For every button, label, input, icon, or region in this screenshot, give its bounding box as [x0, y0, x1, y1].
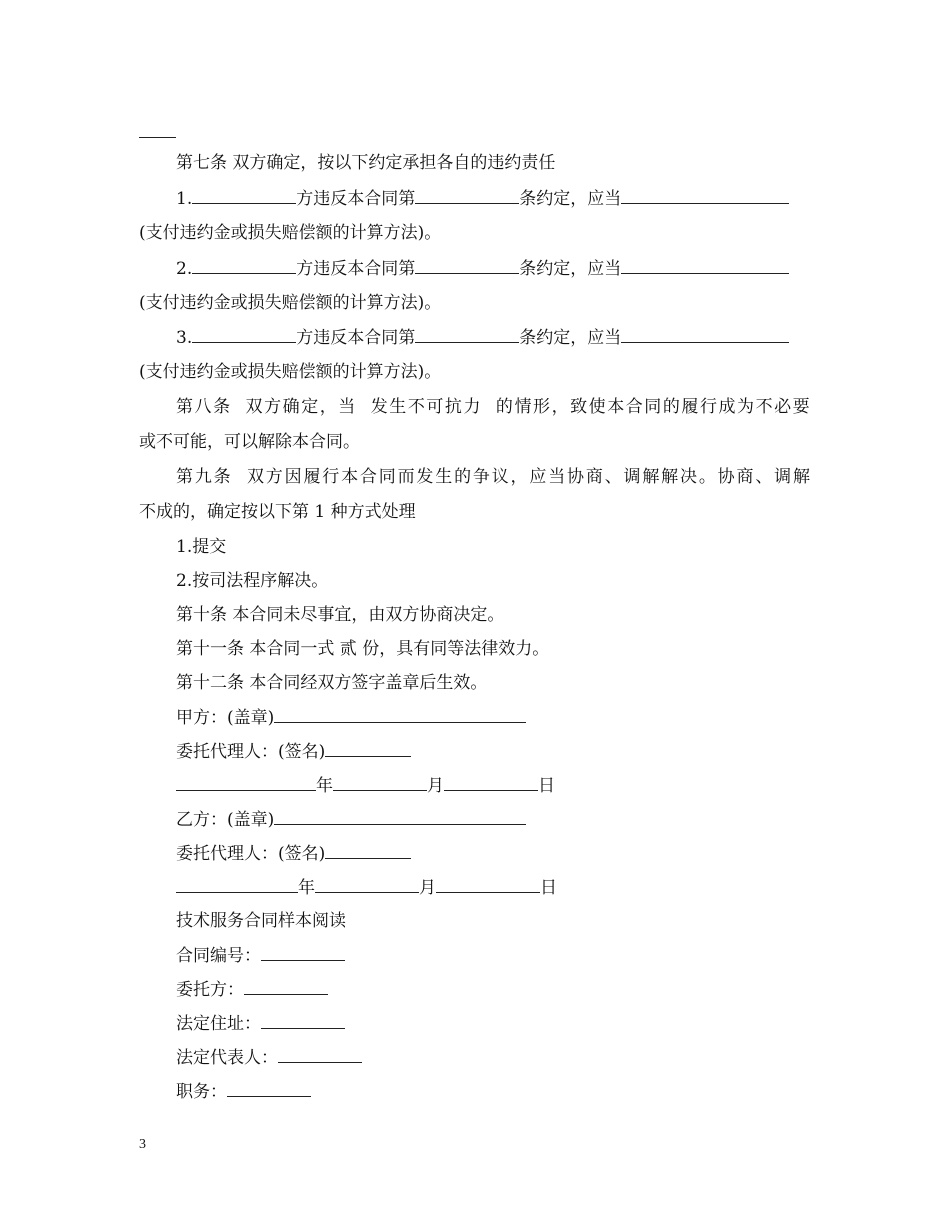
article-12: 第十二条 本合同经双方签字盖章后生效。 — [176, 673, 488, 693]
article-8-line-1: 第 八 条 双 方 确 定 ， 当 发 生 不 可 抗 力 的 情 形 ， 致 使 本 合 同 的 履 行 成 为 不 必 要 — [176, 397, 810, 417]
party-a-agent: 委托代理人：(签名) — [176, 740, 411, 763]
address-field: 法定住址： — [176, 1012, 345, 1035]
article-9-line-1: 第 九 条 双 方 因 履 行 本 合 同 而 发 生 的 争 议 ， 应 当 协 商 、 调 解 解 决 。 协 商 、 调 解 — [176, 467, 810, 487]
blank-line — [621, 257, 789, 274]
position-field: 职务： — [176, 1080, 311, 1103]
party-b-agent: 委托代理人：(签名) — [176, 842, 411, 865]
blank-line — [333, 774, 427, 791]
blank-line — [621, 326, 789, 343]
article-7-item-3-tail: (支付违约金或损失赔偿额的计算方法)。 — [139, 362, 442, 382]
article-7-title: 第七条 双方确定，按以下约定承担各自的违约责任 — [176, 153, 556, 173]
article-9-option-1: 1.提交 — [176, 537, 227, 557]
blank-line — [436, 876, 540, 893]
next-contract-title: 技术服务合同样本阅读 — [176, 911, 346, 931]
blank-line — [444, 774, 538, 791]
article-7-item-2-tail: (支付违约金或损失赔偿额的计算方法)。 — [139, 293, 442, 313]
blank-line — [192, 187, 296, 204]
party-a-seal: 甲方：(盖章) — [176, 706, 526, 729]
party-b-seal: 乙方：(盖章) — [176, 808, 526, 831]
client-field: 委托方： — [176, 978, 328, 1001]
party-b-date: 年 月 日 — [176, 876, 557, 899]
article-9-line-2: 不成的，确定按以下第 1 种方式处理 — [139, 502, 416, 522]
article-8-line-2: 或不可能，可以解除本合同。 — [139, 432, 360, 452]
blank-line — [261, 944, 345, 961]
blank-line — [325, 842, 411, 859]
article-7-item-1: 1. 方违反本合同第 条约定，应当 — [176, 187, 789, 210]
blank-line — [176, 774, 316, 791]
party-a-date: 年 月 日 — [176, 774, 555, 797]
article-10: 第十条 本合同未尽事宜，由双方协商决定。 — [176, 605, 505, 625]
contract-number-field: 合同编号： — [176, 944, 345, 967]
page-number: 3 — [139, 1137, 146, 1152]
blank-line — [274, 706, 526, 723]
blank-line — [244, 978, 328, 995]
top-rule — [139, 137, 176, 138]
blank-line — [415, 187, 519, 204]
article-7-item-2: 2. 方违反本合同第 条约定，应当 — [176, 257, 789, 280]
article-7-item-3: 3. 方违反本合同第 条约定，应当 — [176, 326, 789, 349]
article-9-option-2: 2.按司法程序解决。 — [176, 571, 329, 591]
blank-line — [176, 876, 298, 893]
blank-line — [192, 257, 296, 274]
blank-line — [415, 326, 519, 343]
article-11: 第十一条 本合同一式 贰 份，具有同等法律效力。 — [176, 639, 550, 659]
blank-line — [315, 876, 419, 893]
blank-line — [261, 1012, 345, 1029]
legal-rep-field: 法定代表人： — [176, 1046, 362, 1069]
blank-line — [274, 808, 526, 825]
blank-line — [192, 326, 296, 343]
blank-line — [325, 740, 411, 757]
blank-line — [621, 187, 789, 204]
blank-line — [415, 257, 519, 274]
blank-line — [278, 1046, 362, 1063]
blank-line — [227, 1080, 311, 1097]
article-7-item-1-tail: (支付违约金或损失赔偿额的计算方法)。 — [139, 223, 442, 243]
